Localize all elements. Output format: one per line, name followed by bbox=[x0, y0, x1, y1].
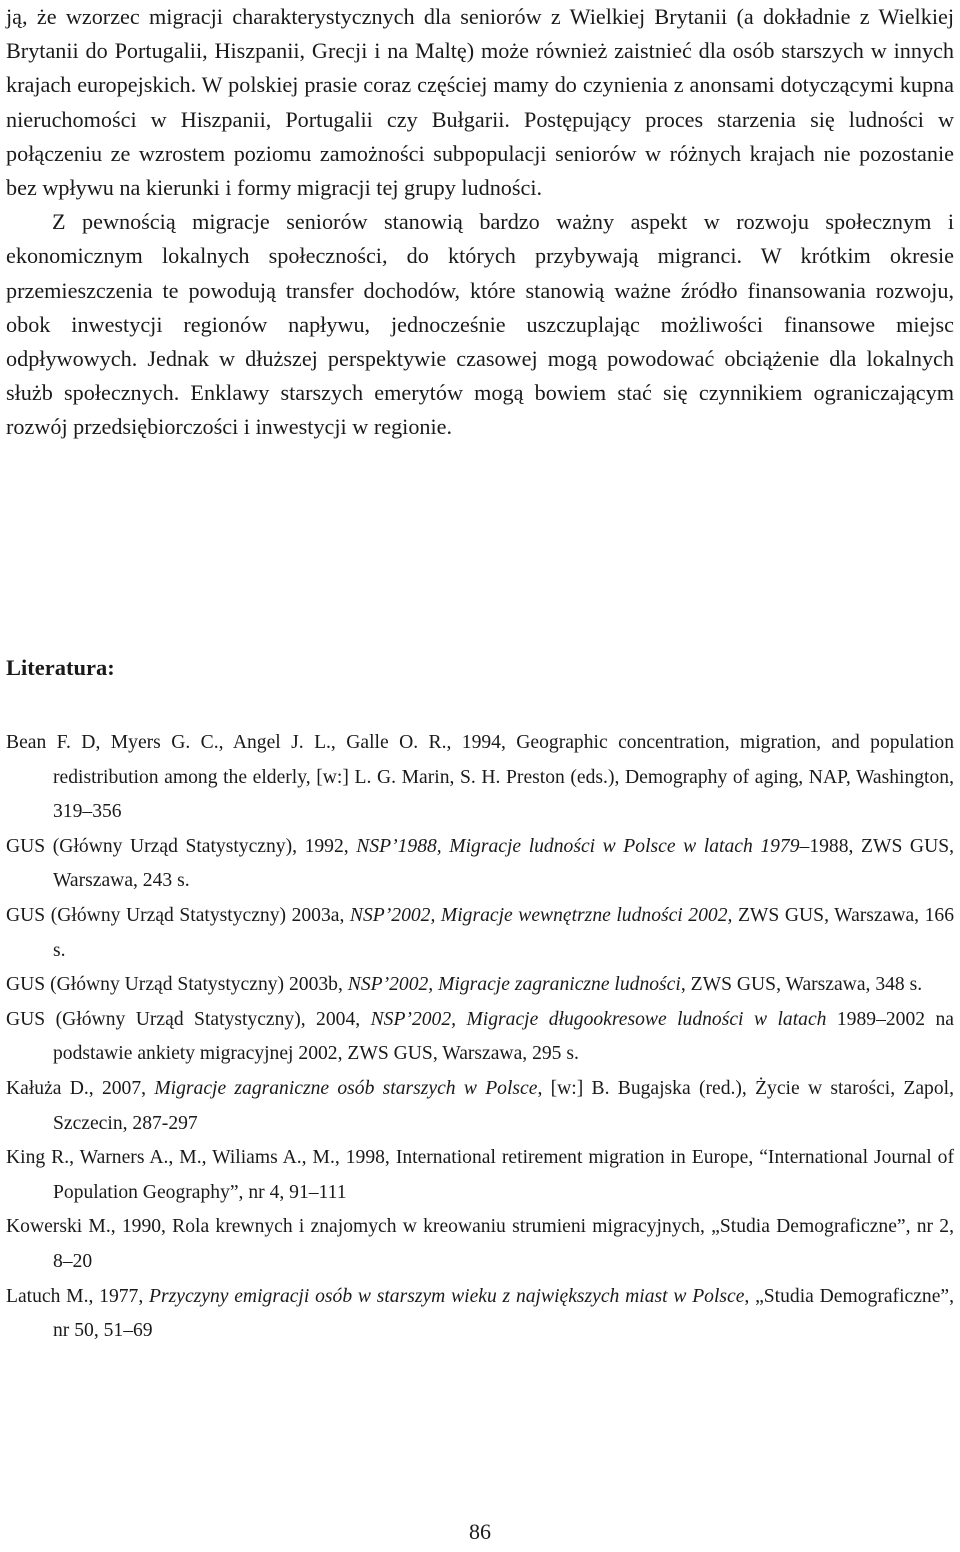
reference-text: Kowerski M., 1990, Rola krewnych i znajomych w kreowaniu strumieni migracyjnych, „Studia Demograficzne”, nr 2, 8–20 bbox=[6, 1216, 954, 1272]
reference-item bbox=[6, 726, 954, 830]
reference-item bbox=[6, 1210, 954, 1279]
paragraph-1: ją, że wzorzec migracji charakterystycznych dla seniorów z Wielkiej Brytanii (a dokładnie z Wielkiej Brytanii do Portugalii, Hiszpanii, Grecji i na Maltę) może również zaistnieć dla osób starszych w innych krajach europejskich. W polskiej prasie coraz częściej mamy do czynienia z anonsami dotyczącymi kupna nieruchomości w Hiszpanii, Portugalii czy Bułgarii. Postępujący proces starzenia się ludności w połączeniu ze wzrostem poziomu zamożności subpopulacji seniorów w różnych krajach nie pozostanie bez wpływu na kierunki i formy migracji tej grupy ludności. bbox=[6, 4, 954, 201]
reference-details: , „Studia Demograficzne”, nr 50, 51–69 bbox=[53, 1285, 954, 1342]
reference-text: King R., Warners A., M., Wiliams A., M., 1998, International retirement migration in Europe, “International Journal of Population Geography”, nr 4, 91–111 bbox=[6, 1147, 954, 1203]
reference-title: Migracje zagraniczne osób starszych w Polsce bbox=[154, 1077, 538, 1099]
reference-title: NSP’2002, Migracje zagraniczne ludności bbox=[347, 974, 681, 996]
reference-text: GUS (Główny Urząd Statystyczny) 2003b, bbox=[6, 974, 348, 996]
page-body bbox=[6, 0, 954, 445]
reference-text: Bean F. D, Myers G. C., Angel J. L., Galle O. R., 1994, Geographic concentration, migration, and population redistribution among the elderly, [w:] L. G. Marin, S. H. Preston (eds.), Demography of aging, NAP, Washington, 319–356 bbox=[6, 732, 954, 823]
reference-details: ZWS GUS, Warszawa, 166 s. bbox=[53, 904, 955, 961]
page-number: 86 bbox=[469, 1519, 491, 1544]
reference-item bbox=[6, 1141, 954, 1210]
reference-item bbox=[6, 1072, 954, 1141]
reference-item bbox=[6, 830, 954, 899]
reference-details: , ZWS GUS, Warszawa, 348 s. bbox=[680, 974, 923, 996]
reference-list bbox=[6, 726, 954, 1349]
reference-item bbox=[6, 1280, 954, 1349]
reference-title: NSP’2002, Migracje wewnętrzne ludności 2002, bbox=[349, 904, 733, 926]
reference-text: GUS (Główny Urząd Statystyczny), 2004, bbox=[6, 1008, 371, 1030]
reference-details: 1988, ZWS GUS, Warszawa, 243 s. bbox=[53, 835, 955, 892]
reference-item bbox=[6, 1003, 954, 1072]
reference-text: Latuch M., 1977, bbox=[6, 1285, 150, 1307]
reference-details: , [w:] B. Bugajska (red.), Życie w starości, Zapol, Szczecin, 287-297 bbox=[53, 1077, 954, 1134]
reference-title: NSP’2002, Migracje długookresowe ludności w latach bbox=[370, 1008, 827, 1030]
paragraph-2: Z pewnością migracje seniorów stanowią bardzo ważny aspekt w rozwoju społecznym i ekonomicznym lokalnych społeczności, do których przybywają migranci. W krótkim okresie przemieszczenia te powodują transfer dochodów, które stanowią ważne źródło finansowania rozwoju, obok inwestycji regionów napływu, jednocześnie uszczuplając możliwości finansowe miejsc odpływowych. Jednak w dłuższej perspektywie czasowej mogą powodować obciążenie dla lokalnych służb społecznych. Enklawy starszych emerytów mogą bowiem stać się czynnikiem ograniczającym rozwój przedsiębiorczości i inwestycji w regionie. bbox=[6, 209, 954, 440]
reference-details: 1989–2002 na podstawie ankiety migracyjnej 2002, ZWS GUS, Warszawa, 295 s. bbox=[53, 1008, 954, 1065]
reference-title: NSP’1988, Migracje ludności w Polsce w latach 1979– bbox=[356, 835, 810, 857]
reference-text: Kałuża D., 2007, bbox=[6, 1077, 155, 1099]
reference-title: Przyczyny emigracji osób w starszym wieku z największych miast w Polsce bbox=[149, 1285, 745, 1307]
reference-text: GUS (Główny Urząd Statystyczny), 1992, bbox=[6, 835, 357, 857]
body-text bbox=[6, 0, 954, 445]
reference-item bbox=[6, 899, 954, 968]
reference-item bbox=[6, 968, 954, 1003]
literature-heading: Literatura: bbox=[6, 655, 115, 680]
reference-text: GUS (Główny Urząd Statystyczny) 2003a, bbox=[6, 904, 350, 926]
